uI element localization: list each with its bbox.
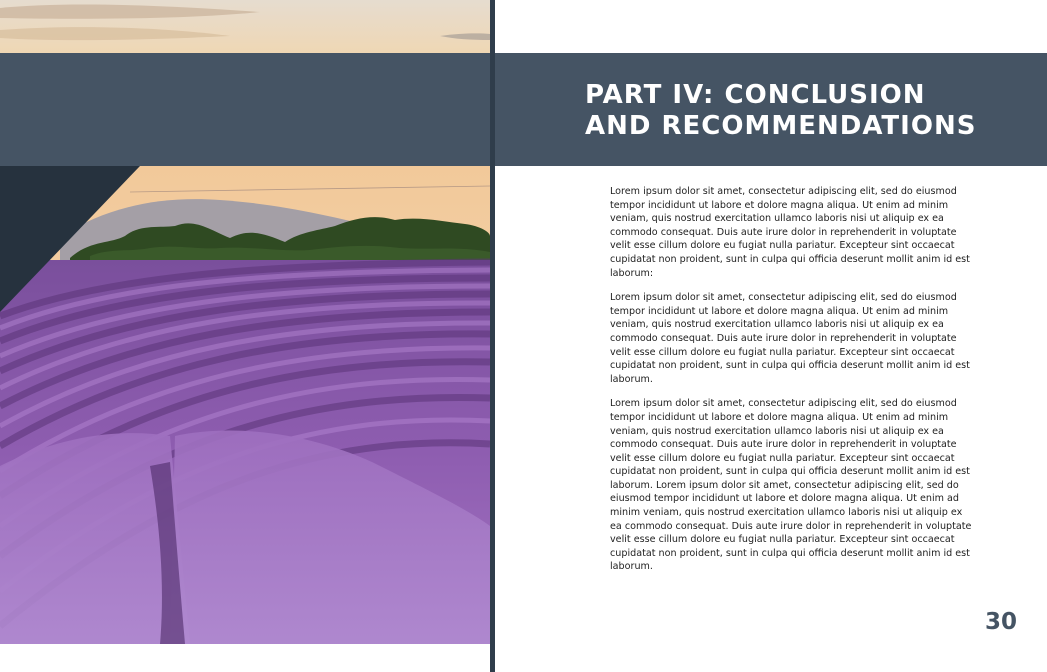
- body-text: [610, 185, 972, 585]
- sunset-sky-photo: [0, 0, 490, 53]
- page-number: 30: [984, 609, 1017, 635]
- body-paragraph: Lorem ipsum dolor sit amet, consectetur adipiscing elit, sed do eiusmod tempor incididunt ut labore et dolore magna aliqua. Ut enim ad minim veniam, quis nostrud exercitation ullamco laboris nisi ut aliquip ex ea commodo consequat. Duis aute irure dolor in reprehenderit in voluptate velit esse cillum dolore eu fugiat nulla pariatur. Excepteur sint occaecat cupidatat non proident, sunt in culpa qui officia deserunt mollit anim id est laborum:: [610, 186, 970, 279]
- page-title: PART IV: CONCLUSION AND RECOMMENDATIONS: [585, 80, 977, 141]
- center-divider: [490, 0, 495, 672]
- body-paragraph: Lorem ipsum dolor sit amet, consectetur adipiscing elit, sed do eiusmod tempor incididunt ut labore et dolore magna aliqua. Ut enim ad minim veniam, quis nostrud exercitation ullamco laboris nisi ut aliquip ex ea commodo consequat. Duis aute irure dolor in reprehenderit in voluptate velit esse cillum dolore eu fugiat nulla pariatur. Excepteur sint occaecat cupidatat non proident, sunt in culpa qui officia deserunt mollit anim id est laborum. Lorem ipsum dolor sit amet, consectetur adipiscing elit, sed do eiusmod tempor incididunt ut labore et dolore magna aliqua. Ut enim ad minim veniam, quis nostrud exercitation ullamco laboris nisi ut aliquip ex ea commodo consequat. Duis aute irure dolor in reprehenderit in voluptate velit esse cillum dolore eu fugiat nulla pariatur. Excepteur sint occaecat cupidatat non proident, sunt in culpa qui officia deserunt mollit anim id est laborum.: [610, 398, 972, 573]
- body-paragraph: Lorem ipsum dolor sit amet, consectetur adipiscing elit, sed do eiusmod tempor incididunt ut labore et dolore magna aliqua. Ut enim ad minim veniam, quis nostrud exercitation ullamco laboris nisi ut aliquip ex ea commodo consequat. Duis aute irure dolor in reprehenderit in voluptate velit esse cillum dolore eu fugiat nulla pariatur. Excepteur sint occaecat cupidatat non proident, sunt in culpa qui officia deserunt mollit anim id est laborum.: [610, 292, 970, 385]
- lavender-field-photo: [0, 166, 490, 644]
